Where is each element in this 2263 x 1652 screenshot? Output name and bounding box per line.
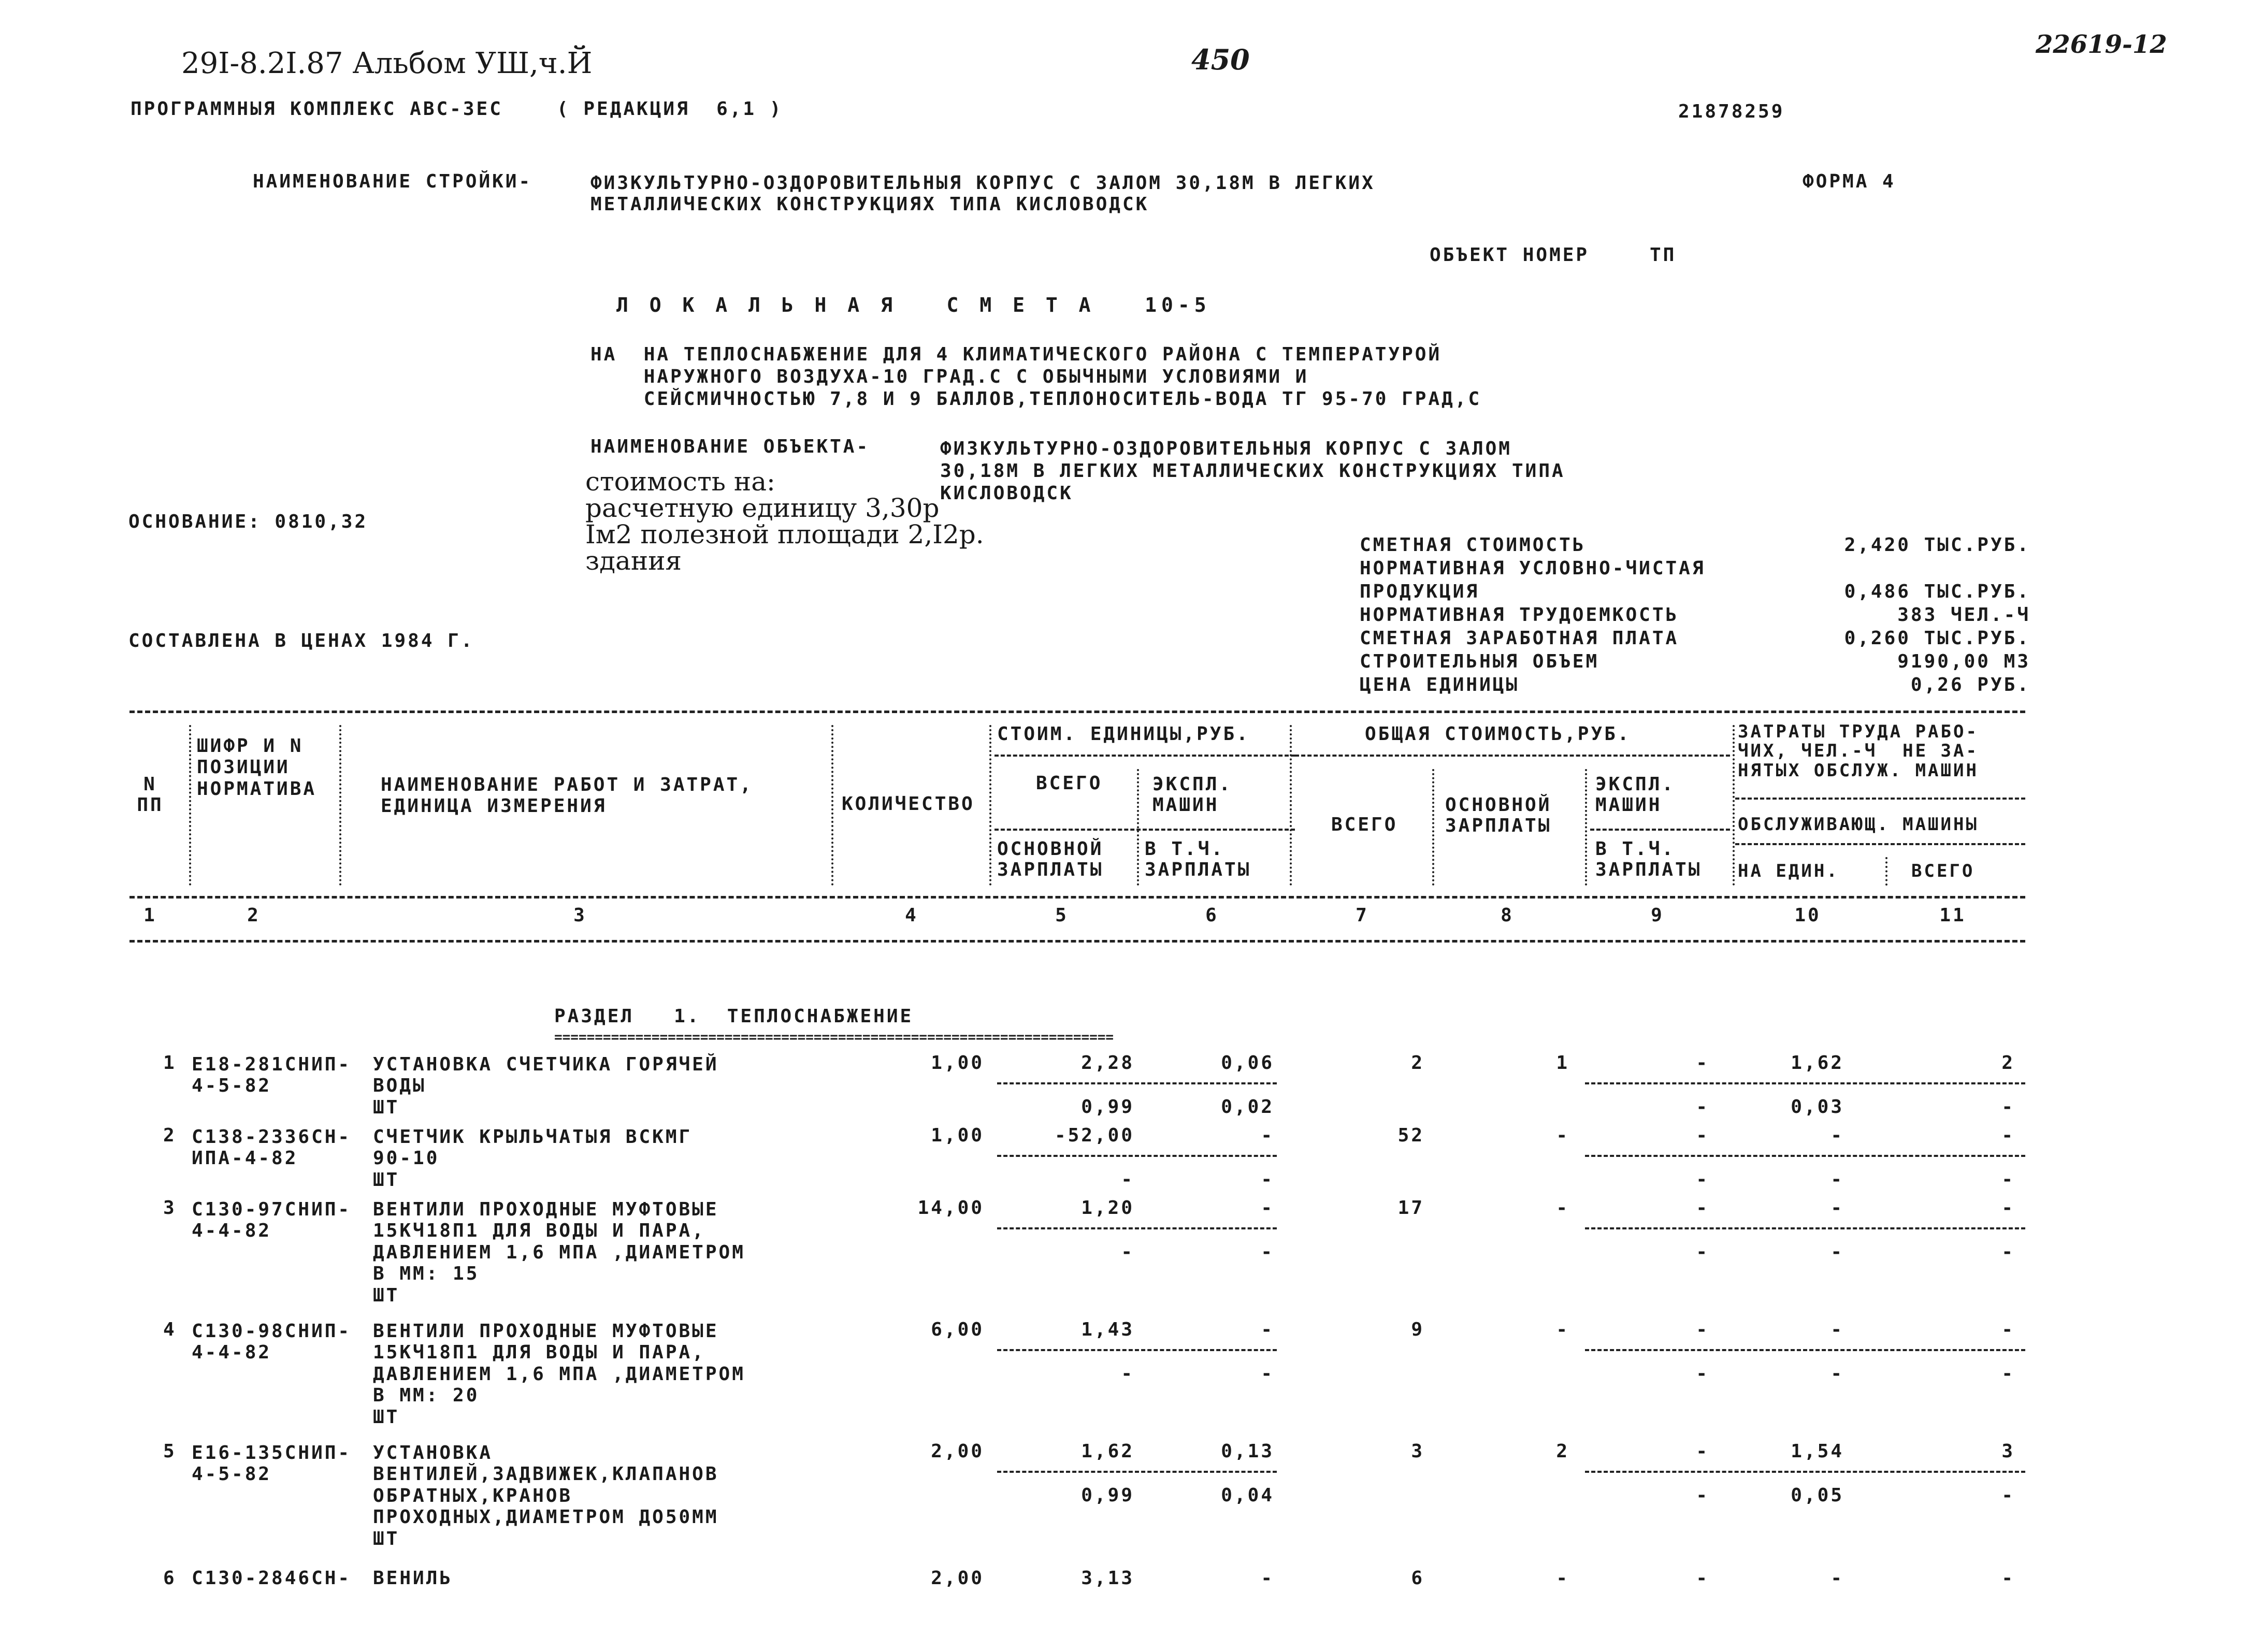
- row-rule: [1585, 1155, 2025, 1157]
- summary-value: 0,486 ТЫС.РУБ.: [1844, 581, 2030, 602]
- header-rule: [994, 829, 1295, 831]
- col-header-labor-unit: НА ЕДИН.: [1738, 861, 1839, 881]
- col-header-n: N ПП: [137, 774, 164, 816]
- summary-value: 0,260 ТЫС.РУБ.: [1844, 628, 2030, 649]
- row-rule: [1585, 1349, 2025, 1351]
- col-separator: [1885, 857, 1887, 886]
- summary-label: СМЕТНАЯ ЗАРАБОТНАЯ ПЛАТА: [1360, 628, 1679, 649]
- summary-label: НОРМАТИВНАЯ УСЛОВНО-ЧИСТАЯ: [1360, 558, 1706, 579]
- row-rule: [997, 1155, 1277, 1157]
- row-total-machine-salary: -: [1696, 1363, 1709, 1384]
- row-unit-total: 2,28: [1081, 1052, 1134, 1074]
- row-rule: [997, 1471, 1277, 1473]
- row-unit-salary: -: [1121, 1169, 1134, 1190]
- row-norm-code: Е16-135СНИП- 4-5-82: [192, 1442, 352, 1485]
- row-labor-total: 2: [2001, 1052, 2015, 1074]
- construction-name: ФИЗКУЛЬТУРНО-ОЗДОРОВИТЕЛЬНЫЯ КОРПУС С ЗАЛОМ 30,18М В ЛЕГКИХ МЕТАЛЛИЧЕСКИХ КОНСТРУКЦИЯХ ТИПА КИСЛОВОДСК: [590, 172, 1375, 215]
- row-rule: [1585, 1227, 2025, 1229]
- estimate-subject: НА НА ТЕПЛОСНАБЖЕНИЕ ДЛЯ 4 КЛИМАТИЧЕСКОГО РАЙОНА С ТЕМПЕРАТУРОЙ НАРУЖНОГО ВОЗДУХА-10 ГРАД.С С ОБЫЧНЫМИ УСЛОВИЯМИ И СЕЙСМИЧНОСТЬЮ 7,8 И 9 БАЛЛОВ,ТЕПЛОНОСИТЕЛЬ-ВОДА ТГ 95-70 ГРАД,С: [590, 344, 1482, 410]
- row-total-salary: -: [1556, 1125, 1569, 1146]
- row-unit-total: 1,43: [1081, 1319, 1134, 1340]
- col-header-unit-salary: ОСНОВНОЙ ЗАРПЛАТЫ: [997, 838, 1104, 880]
- summary-value: 2,420 ТЫС.РУБ.: [1844, 534, 2030, 556]
- row-labor-machine-unit: -: [1830, 1241, 1844, 1263]
- row-norm-code: С130-2846СН-: [192, 1568, 352, 1589]
- col-separator: [1432, 769, 1434, 886]
- col-separator: [1137, 769, 1139, 886]
- col-number: 2: [247, 905, 261, 926]
- row-labor-machine-unit: 0,03: [1791, 1096, 1844, 1118]
- document-number: 21878259: [1678, 101, 1785, 122]
- row-unit-machine: 0,06: [1221, 1052, 1274, 1074]
- row-total: 6: [1411, 1568, 1424, 1589]
- row-quantity: 2,00: [931, 1568, 984, 1589]
- row-unit-total: -52,00: [1054, 1125, 1134, 1146]
- col-header-tc-salary: ОСНОВНОЙ ЗАРПЛАТЫ: [1445, 794, 1552, 836]
- section-title-underline: =====================================================================: [554, 1030, 1114, 1045]
- row-total-salary: 2: [1556, 1441, 1569, 1462]
- table-top-rule: [129, 711, 2025, 713]
- row-total-machine: -: [1696, 1568, 1709, 1589]
- col-header-unit-machine: ЭКСПЛ. МАШИН: [1152, 774, 1233, 816]
- object-name-value: ФИЗКУЛЬТУРНО-ОЗДОРОВИТЕЛЬНЫЯ КОРПУС С ЗАЛОМ 30,18М В ЛЕГКИХ МЕТАЛЛИЧЕСКИХ КОНСТРУКЦИЯХ ТИПА КИСЛОВОДСК: [940, 438, 1565, 504]
- row-unit-salary: 0,99: [1081, 1096, 1134, 1118]
- row-unit-total: 1,20: [1081, 1197, 1134, 1219]
- row-labor-total: -: [2001, 1319, 2015, 1340]
- estimate-title: Л О К А Л Ь Н А Я С М Е Т А 10-5: [616, 294, 1211, 316]
- row-total-salary: 1: [1556, 1052, 1569, 1074]
- header-rule: [1735, 843, 2025, 845]
- program-edition: ( РЕДАКЦИЯ 6,1 ): [557, 98, 783, 120]
- row-labor-unit: 1,54: [1791, 1441, 1844, 1462]
- col-header-unit-machine-salary: В Т.Ч. ЗАРПЛАТЫ: [1145, 838, 1251, 880]
- row-labor-machine-unit: 0,05: [1791, 1485, 1844, 1506]
- col-number: 5: [1055, 905, 1069, 926]
- col-header-unit-cost: СТОИМ. ЕДИНИЦЫ,РУБ.: [997, 723, 1250, 745]
- row-unit-machine: -: [1261, 1568, 1274, 1589]
- row-total: 52: [1397, 1125, 1424, 1146]
- row-labor-unit: 1,62: [1791, 1052, 1844, 1074]
- row-number: 6: [163, 1568, 177, 1589]
- row-labor-machine-unit: -: [1830, 1363, 1844, 1384]
- row-number: 4: [163, 1319, 177, 1340]
- row-total-machine-salary: -: [1696, 1241, 1709, 1263]
- row-total-machine-salary: -: [1696, 1169, 1709, 1190]
- header-numbers-top-rule: [129, 896, 2025, 899]
- col-number: 8: [1501, 905, 1514, 926]
- row-quantity: 1,00: [931, 1052, 984, 1074]
- program-name: ПРОГРАММНЫЯ КОМПЛЕКС АВС-ЗЕС: [131, 98, 503, 120]
- row-norm-code: С130-97СНИП- 4-4-82: [192, 1199, 352, 1242]
- col-header-total-cost: ОБЩАЯ СТОИМОСТЬ,РУБ.: [1365, 723, 1631, 745]
- header-rule: [1590, 829, 1730, 831]
- row-total: 3: [1411, 1441, 1424, 1462]
- row-quantity: 14,00: [917, 1197, 984, 1219]
- col-number: 1: [143, 905, 157, 926]
- col-header-tc-total: ВСЕГО: [1331, 814, 1398, 835]
- col-number: 3: [573, 905, 587, 926]
- row-unit-total: 1,62: [1081, 1441, 1134, 1462]
- col-separator: [189, 725, 191, 886]
- summary-value: 0,26 РУБ.: [1910, 674, 2030, 695]
- row-labor-machine-total: -: [2001, 1485, 2015, 1506]
- row-labor-total: -: [2001, 1125, 2015, 1146]
- construction-label: НАИМЕНОВАНИЕ СТРОЙКИ-: [253, 171, 532, 192]
- row-labor-machine-total: -: [2001, 1169, 2015, 1190]
- page-number: 450: [1191, 43, 1250, 76]
- row-number: 1: [163, 1052, 177, 1074]
- row-total-machine: -: [1696, 1441, 1709, 1462]
- col-header-labor: ЗАТРАТЫ ТРУДА РАБО- ЧИХ, ЧЕЛ.-Ч НЕ ЗА- НЯТЫХ ОБСЛУЖ. МАШИН: [1738, 721, 1979, 781]
- col-separator: [989, 725, 991, 886]
- form-number: ФОРМА 4: [1803, 171, 1896, 192]
- col-number: 6: [1205, 905, 1219, 926]
- row-labor-total: 3: [2001, 1441, 2015, 1462]
- row-number: 5: [163, 1441, 177, 1462]
- row-labor-total: -: [2001, 1568, 2015, 1589]
- row-labor-machine-total: -: [2001, 1241, 2015, 1263]
- row-unit-machine: -: [1261, 1197, 1274, 1219]
- col-number: 10: [1794, 905, 1821, 926]
- row-total-salary: -: [1556, 1197, 1569, 1219]
- row-quantity: 2,00: [931, 1441, 984, 1462]
- row-unit-machine: -: [1261, 1125, 1274, 1146]
- col-separator: [831, 725, 833, 886]
- col-separator: [1733, 725, 1735, 886]
- col-number: 4: [905, 905, 918, 926]
- row-rule: [997, 1082, 1277, 1084]
- col-separator: [339, 725, 341, 886]
- row-unit-salary: -: [1121, 1363, 1134, 1384]
- section-title: РАЗДЕЛ 1. ТЕПЛОСНАБЖЕНИЕ: [554, 1006, 914, 1027]
- row-unit-machine: 0,13: [1221, 1441, 1274, 1462]
- object-name-label: НАИМЕНОВАНИЕ ОБЪЕКТА-: [590, 436, 870, 457]
- col-header-unit-total: ВСЕГО: [1036, 773, 1103, 794]
- col-header-name: НАИМЕНОВАНИЕ РАБОТ И ЗАТРАТ, ЕДИНИЦА ИЗМЕРЕНИЯ: [381, 774, 753, 817]
- row-work-name: УСТАНОВКА СЧЕТЧИКА ГОРЯЧЕЙ ВОДЫ ШТ: [373, 1054, 719, 1118]
- row-unit-machine-salary: -: [1261, 1363, 1274, 1384]
- row-rule: [997, 1349, 1277, 1351]
- row-rule: [1585, 1471, 2025, 1473]
- row-labor-machine-unit: -: [1830, 1169, 1844, 1190]
- row-work-name: ВЕНТИЛИ ПРОХОДНЫЕ МУФТОВЫЕ 15КЧ18П1 ДЛЯ ВОДЫ И ПАРА, ДАВЛЕНИЕМ 1,6 МПА ,ДИАМЕТРОМ В ММ: 20 ШТ: [373, 1321, 745, 1428]
- col-header-labor-total: ВСЕГО: [1911, 861, 1975, 881]
- row-unit-machine-salary: 0,02: [1221, 1096, 1274, 1118]
- price-level: СОСТАВЛЕНА В ЦЕНАХ 1984 Г.: [128, 630, 474, 651]
- col-separator: [1290, 725, 1292, 886]
- row-norm-code: С130-98СНИП- 4-4-82: [192, 1321, 352, 1364]
- object-number-value: ТП: [1650, 244, 1677, 266]
- row-number: 2: [163, 1125, 177, 1146]
- col-header-tc-machine: ЭКСПЛ. МАШИН: [1595, 774, 1676, 816]
- row-rule: [997, 1227, 1277, 1229]
- row-quantity: 1,00: [931, 1125, 984, 1146]
- row-total-machine: -: [1696, 1319, 1709, 1340]
- row-quantity: 6,00: [931, 1319, 984, 1340]
- col-header-tc-machine-salary: В Т.Ч. ЗАРПЛАТЫ: [1595, 838, 1702, 880]
- row-unit-salary: 0,99: [1081, 1485, 1134, 1506]
- row-work-name: УСТАНОВКА ВЕНТИЛЕЙ,ЗАДВИЖЕК,КЛАПАНОВ ОБРАТНЫХ,КРАНОВ ПРОХОДНЫХ,ДИАМЕТРОМ ДО50ММ ШТ: [373, 1442, 719, 1549]
- object-number-label: ОБЪЕКТ НОМЕР: [1430, 244, 1590, 266]
- row-labor-machine-total: -: [2001, 1363, 2015, 1384]
- row-number: 3: [163, 1197, 177, 1219]
- row-total: 2: [1411, 1052, 1424, 1074]
- row-total-salary: -: [1556, 1319, 1569, 1340]
- summary-value: 383 ЧЕЛ.-Ч: [1897, 604, 2030, 626]
- row-rule: [1585, 1082, 2025, 1084]
- row-total-machine-salary: -: [1696, 1485, 1709, 1506]
- row-total-machine: -: [1696, 1125, 1709, 1146]
- row-work-name: ВЕНТИЛИ ПРОХОДНЫЕ МУФТОВЫЕ 15КЧ18П1 ДЛЯ ВОДЫ И ПАРА, ДАВЛЕНИЕМ 1,6 МПА ,ДИАМЕТРОМ В ММ: 15 ШТ: [373, 1199, 745, 1306]
- row-work-name: ВЕНИЛЬ: [373, 1568, 453, 1589]
- row-total-salary: -: [1556, 1568, 1569, 1589]
- col-header-norm: ШИФР И N ПОЗИЦИИ НОРМАТИВА: [197, 735, 317, 800]
- row-total: 9: [1411, 1319, 1424, 1340]
- header-bottom-rule: [129, 940, 2025, 943]
- col-number: 9: [1651, 905, 1664, 926]
- col-separator: [1585, 769, 1587, 886]
- row-total: 17: [1397, 1197, 1424, 1219]
- summary-label: СТРОИТЕЛЬНЫЯ ОБЪЕМ: [1360, 651, 1599, 672]
- estimate-basis: ОСНОВАНИЕ: 0810,32: [128, 511, 368, 532]
- handwritten-code: 22619-12: [2036, 30, 2167, 59]
- row-unit-total: 3,13: [1081, 1568, 1134, 1589]
- summary-value: 9190,00 М3: [1897, 651, 2030, 672]
- row-labor-unit: -: [1830, 1197, 1844, 1219]
- row-total-machine-salary: -: [1696, 1096, 1709, 1118]
- row-unit-machine-salary: -: [1261, 1241, 1274, 1263]
- summary-label: НОРМАТИВНАЯ ТРУДОЕМКОСТЬ: [1360, 604, 1679, 626]
- row-unit-salary: -: [1121, 1241, 1134, 1263]
- summary-label: ПРОДУКЦИЯ: [1360, 581, 1480, 602]
- row-labor-total: -: [2001, 1197, 2015, 1219]
- row-labor-unit: -: [1830, 1568, 1844, 1589]
- row-labor-unit: -: [1830, 1319, 1844, 1340]
- header-rule: [994, 755, 1295, 757]
- row-norm-code: С138-2336СН- ИПА-4-82: [192, 1126, 352, 1169]
- row-total-machine: -: [1696, 1052, 1709, 1074]
- summary-label: ЦЕНА ЕДИНИЦЫ: [1360, 674, 1520, 695]
- col-number: 7: [1356, 905, 1369, 926]
- album-reference: 29I-8.2I.87 Альбом УШ,ч.Й: [181, 47, 593, 80]
- col-number: 11: [1939, 905, 1966, 926]
- row-total-machine: -: [1696, 1197, 1709, 1219]
- row-labor-machine-total: -: [2001, 1096, 2015, 1118]
- row-unit-machine-salary: -: [1261, 1169, 1274, 1190]
- col-header-qty: КОЛИЧЕСТВО: [842, 793, 975, 815]
- row-work-name: СЧЕТЧИК КРЫЛЬЧАТЫЯ ВСКМГ 90-10 ШТ: [373, 1126, 693, 1191]
- header-rule: [1295, 755, 1730, 757]
- summary-label: СМЕТНАЯ СТОИМОСТЬ: [1360, 534, 1586, 556]
- row-unit-machine: -: [1261, 1319, 1274, 1340]
- row-labor-unit: -: [1830, 1125, 1844, 1146]
- col-header-labor-machine: ОБСЛУЖИВАЮЩ. МАШИНЫ: [1738, 814, 1979, 835]
- cost-stamp: стоимость на: расчетную единицу 3,30р Iм2 полезной площади 2,I2р. здания: [585, 467, 984, 576]
- row-norm-code: Е18-281СНИП- 4-5-82: [192, 1054, 352, 1097]
- row-unit-machine-salary: 0,04: [1221, 1485, 1274, 1506]
- header-rule: [1735, 798, 2025, 800]
